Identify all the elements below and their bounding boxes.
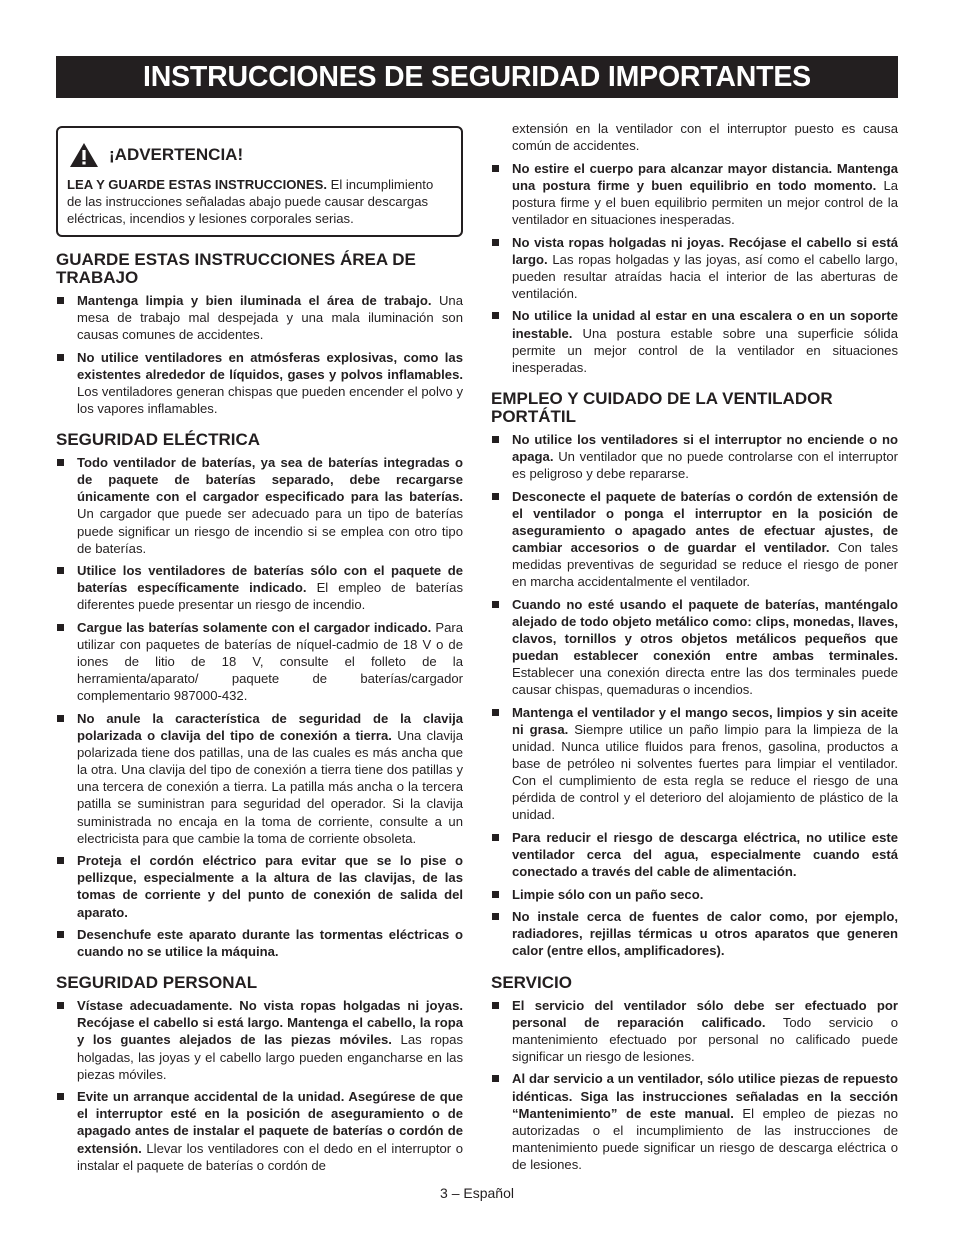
list-personal-safety-left [56, 997, 463, 1173]
list-item: No utilice los ventiladores si el interruptor no enciende o no apaga. Un ventilador que no puede controlarse con el interruptor es peligroso y debe repararse. [491, 431, 898, 482]
list-item: No vista ropas holgadas ni joyas. Recójase el cabello si está largo. Las ropas holgadas y las joyas, así como el cabello largo, pueden resultar atraídas hacia el interior de las aberturas de ventilación. [491, 234, 898, 302]
list-item: Cargue las baterías solamente con el cargador indicado. Para utilizar con paquetes de baterías de níquel-cadmio de 18 V o de iones de litio de 18 V, consulte el folleto de la herramienta/aparato/ paquete de baterías/cargador complementario 987000-432. [56, 619, 463, 704]
list-item: Desenchufe este aparato durante las tormentas eléctricas o cuando no se utilice la máquina. [56, 926, 463, 960]
list-work-area [56, 292, 463, 417]
list-item: Para reducir el riesgo de descarga eléctrica, no utilice este ventilador cerca del agua, especialmente cuando está conectado a través del cable de alimentación. [491, 829, 898, 880]
list-item: Proteja el cordón eléctrico para evitar que se lo pise o pellizque, especialmente a la altura de las clavijas, de las tomas de corriente y del punto de conexión de salida del aparato. [56, 852, 463, 920]
heading-use-and-care: EMPLEO Y CUIDADO DE LA VENTILADOR PORTÁTIL [491, 388, 833, 426]
list-item-continued: extensión en la ventilador con el interruptor puesto es causa común de accidentes. [512, 121, 898, 154]
list-service [491, 997, 898, 1173]
warning-body-text: El incumplimiento de las instrucciones señaladas abajo puede causar descargas eléctricas, incendios y lesiones corporales serias. [67, 177, 434, 226]
list-item: Utilice los ventiladores de baterías sólo con el paquete de baterías específicamente indicado. El empleo de baterías diferentes puede presentar un riesgo de incendio. [56, 562, 463, 613]
list-item: Vístase adecuadamente. No vista ropas holgadas ni joyas. Recójase el cabello si está largo. Mantenga el cabello, la ropa y los guantes alejados de las piezas móviles. Las ropas holgadas, las joyas y el cabello largo pueden engancharse en las piezas móviles. [56, 997, 463, 1082]
heading-service: SERVICIO [491, 972, 572, 992]
warning-text [67, 176, 451, 227]
list-item: Mantenga limpia y bien iluminada el área de trabajo. Una mesa de trabajo mal despejada y una mala iluminación son causas comunes de accidentes. [56, 292, 463, 343]
list-item: No utilice la unidad al estar en una escalera o en un soporte inestable. Una postura estable sobre una superficie sólida permite un mejor control de la ventilador en situaciones inesperadas. [491, 307, 898, 375]
heading-electrical-safety: SEGURIDAD ELÉCTRICA [56, 430, 261, 450]
list-electrical-safety [56, 454, 463, 960]
list-personal-safety-right [491, 120, 898, 376]
page-footer: 3 – Español [440, 1185, 514, 1201]
list-item: No instale cerca de fuentes de calor como, por ejemplo, radiadores, rejillas térmicas u otros aparatos que generen calor (entre ellos, amplificadores). [491, 908, 898, 959]
list-use-and-care [491, 431, 898, 960]
warning-title: ¡ADVERTENCIA! [109, 145, 244, 164]
list-item: No utilice ventiladores en atmósferas explosivas, como las existentes alrededor de líquidos, gases y polvos inflamables. Los ventiladores generan chispas que pueden encender el polvo y los vapores inflamables. [56, 349, 463, 417]
list-item: Desconecte el paquete de baterías o cordón de extensión de el ventilador o ponga el interruptor en la posición de aseguramiento o apagado antes de efectuar ajustes, de cambiar accesorios o de guardar el ventilador. Con tales medidas preventivas de seguridad se reduce el riesgo de poner en marcha accidentalmente el ventilador. [491, 488, 898, 591]
list-item: Limpie sólo con un paño seco. [491, 886, 898, 903]
left-column [56, 120, 463, 1179]
list-item: Todo ventilador de baterías, ya sea de baterías integradas o de paquete de baterías separado, debe recargarse únicamente con el cargador especificado para las baterías. Un cargador que puede ser adecuado para un tipo de baterías puede significar un riesgo de incendio si se emplea con otro tipo de baterías. [56, 454, 463, 557]
heading-personal-safety: SEGURIDAD PERSONAL [56, 973, 258, 993]
warning-bold-text: LEA Y GUARDE ESTAS INSTRUCCIONES. [67, 177, 327, 192]
warning-header [67, 142, 451, 168]
right-column [491, 120, 898, 1178]
warning-box [56, 126, 463, 237]
list-item: El servicio del ventilador sólo debe ser efectuado por personal de reparación calificado. Todo servicio o mantenimiento efectuado por personal no calificado puede significar un riesgo de lesiones. [491, 997, 898, 1065]
heading-work-area: GUARDE ESTAS INSTRUCCIONES ÁREA DE TRABAJO [56, 250, 416, 287]
list-item: Evite un arranque accidental de la unidad. Asegúrese de que el interruptor esté en la posición de aseguramiento o de apagado antes de instalar el paquete de baterías o cordón de extensión. Llevar los ventiladores con el dedo en el interruptor o instalar el paquete de baterías o cordón de [56, 1088, 463, 1173]
list-item: No estire el cuerpo para alcanzar mayor distancia. Mantenga una postura firme y buen equilibrio en todo momento. La postura firme y el buen equilibrio permiten un mejor control de la ventilador en situaciones inesperadas. [491, 160, 898, 228]
list-item: Cuando no esté usando el paquete de baterías, manténgalo alejado de todo objeto metálico como: clips, monedas, llaves, clavos, tornillos y otros objetos metálicos pequeños que puedan establecer conexión entre ambas terminales. Establecer una conexión directa entre las dos terminales puede causar chispas, quemaduras o incendios. [491, 596, 898, 699]
warning-triangle-icon [69, 142, 99, 168]
list-item: Al dar servicio a un ventilador, sólo utilice piezas de repuesto idénticas. Siga las instrucciones señaladas en la sección “Mantenimiento” de este manual. El empleo de piezas no autorizadas o el incumplimiento de las instrucciones de mantenimiento puede significar un riesgo de descarga eléctrica o de lesiones. [491, 1070, 898, 1173]
list-item: Mantenga el ventilador y el mango secos, limpios y sin aceite ni grasa. Siempre utilice un paño limpio para la limpieza de la unidad. Nunca utilice fluidos para frenos, gasolina, productos a base de petróleo ni solventes fuertes para limpiar el ventilador. Con el cumplimiento de esta regla se reduce el riesgo de una pérdida de control y el deterioro del alojamiento de plástico de la unidad. [491, 704, 898, 824]
page-title: INSTRUCCIONES DE SEGURIDAD IMPORTANTES [56, 56, 898, 98]
list-item: No anule la característica de seguridad de la clavija polarizada o clavija del tipo de conexión a tierra. Una clavija polarizada tiene dos patillas, una de las cuales es más ancha que la otra. Una clavija del tipo de conexión a tierra tiene dos patillas y una tercera de conexión a tierra. La patilla más ancha o la tercera patilla se suministran para seguridad del operador. Si la clavija suministrada no encaja en la toma de corriente, consulte a un electricista para que cambie la toma de corriente obsoleta. [56, 710, 463, 847]
